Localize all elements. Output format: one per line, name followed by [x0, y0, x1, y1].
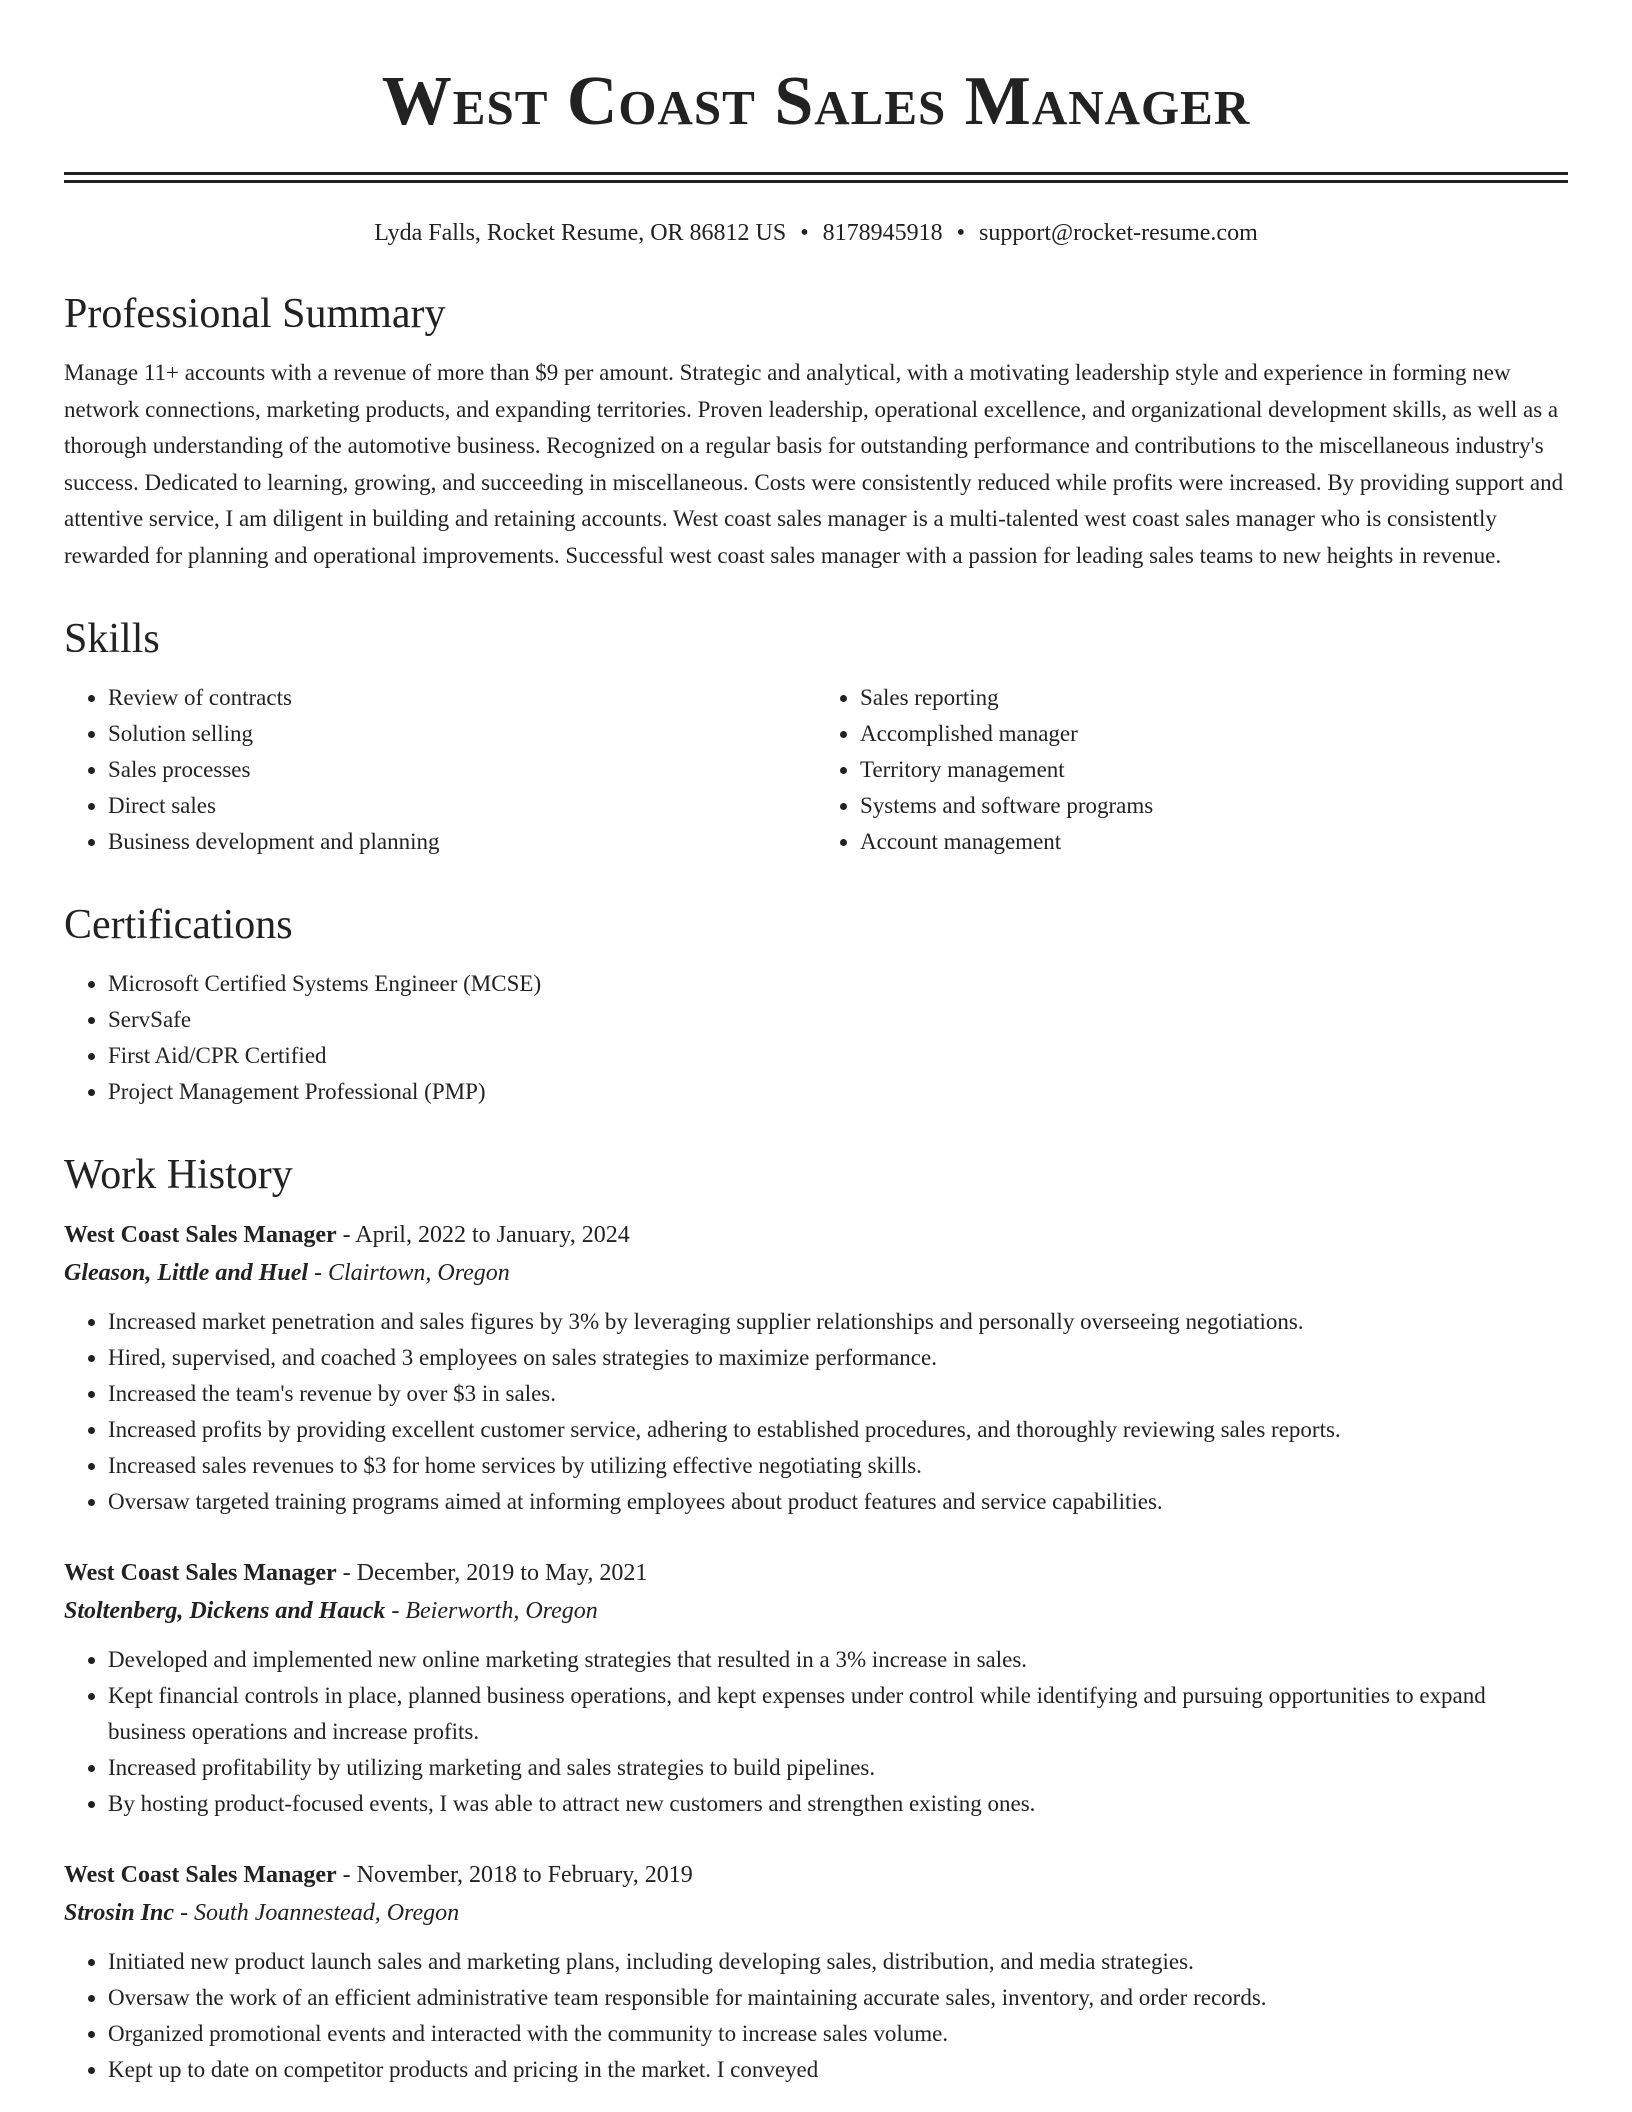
job-location: - Beierworth, Oregon	[385, 1598, 598, 1624]
summary-heading: Professional Summary	[64, 291, 446, 337]
summary-text: Manage 11+ accounts with a revenue of more than $9 per amount. Strategic and analytical, with a motivating leadership style and experience in forming new network connections, marketing products, and expanding territories. Proven leadership, operational excellence, and organizational development skills, as well as a thorough understanding of the automotive business. Recognized on a regular basis for outstanding performance and contributions to the miscellaneous industry's success. Dedicated to learning, growing, and succeeding in miscellaneous. Costs were consistently reduced while profits were increased. By providing support and attentive service, I am diligent in building and retaining accounts. West coast sales manager is a multi-talented west coast sales manager who is consistently rewarded for planning and operational improvements. Successful west coast sales manager with a passion for leading sales teams to new heights in revenue.	[64, 360, 1564, 568]
job-dates: - April, 2022 to January, 2024	[336, 1222, 630, 1248]
skill-item: • Review of contracts	[108, 680, 816, 716]
header-divider-top	[64, 172, 1568, 175]
job-entry	[64, 1216, 1568, 1520]
job-bullet: • Initiated new product launch sales and marketing plans, including developing sales, distribution, and media strategies.	[108, 1944, 1568, 1980]
job-dates: - December, 2019 to May, 2021	[336, 1560, 648, 1586]
job-title-line	[64, 1554, 1568, 1592]
contact-separator: •	[956, 220, 966, 246]
job-bullet: • Increased the team's revenue by over $3 in sales.	[108, 1376, 1568, 1412]
job-title: West Coast Sales Manager	[64, 1222, 337, 1248]
certification-item: • First Aid/CPR Certified	[108, 1038, 1568, 1074]
job-entry	[64, 1856, 1568, 2088]
job-location: - Clairtown, Oregon	[308, 1260, 510, 1286]
skill-item: • Sales processes	[108, 752, 816, 788]
job-bullet: • Kept financial controls in place, planned business operations, and kept expenses under control while identifying and pursuing opportunities to expand business operations and increase profits.	[108, 1678, 1568, 1750]
contact-line	[64, 217, 1568, 249]
certifications-heading: Certifications	[64, 902, 293, 948]
job-bullet: • Increased profitability by utilizing marketing and sales strategies to build pipelines.	[108, 1750, 1568, 1786]
job-bullets	[64, 1304, 1568, 1520]
skill-item: • Systems and software programs	[860, 788, 1568, 824]
header-divider-bottom	[64, 180, 1568, 183]
skill-item: • Account management	[860, 824, 1568, 860]
certification-item: • ServSafe	[108, 1002, 1568, 1038]
job-bullet: • Developed and implemented new online marketing strategies that resulted in a 3% increase in sales.	[108, 1642, 1568, 1678]
job-bullets	[64, 1642, 1568, 1822]
job-company: Gleason, Little and Huel	[64, 1260, 309, 1286]
certification-item: • Microsoft Certified Systems Engineer (MCSE)	[108, 966, 1568, 1002]
certification-item: • Project Management Professional (PMP)	[108, 1074, 1568, 1110]
job-title-line	[64, 1856, 1568, 1894]
job-dates: - November, 2018 to February, 2019	[336, 1862, 693, 1888]
job-entry	[64, 1554, 1568, 1822]
contact-email: support@rocket-resume.com	[979, 220, 1258, 246]
skills-heading: Skills	[64, 616, 160, 662]
job-bullet: • Organized promotional events and interacted with the community to increase sales volume.	[108, 2016, 1568, 2052]
job-company-line	[64, 1592, 1568, 1630]
certifications-list	[64, 966, 1568, 1110]
job-location: - South Joannestead, Oregon	[174, 1900, 460, 1926]
skill-item: • Direct sales	[108, 788, 816, 824]
job-company: Strosin Inc	[64, 1900, 175, 1926]
job-bullet: • Increased profits by providing excellent customer service, adhering to established procedures, and thoroughly reviewing sales reports.	[108, 1412, 1568, 1448]
job-bullet: • Increased market penetration and sales figures by 3% by leveraging supplier relationships and personally overseeing negotiations.	[108, 1304, 1568, 1340]
resume-title: West Coast Sales Manager	[381, 63, 1251, 140]
skills-column-right	[816, 680, 1568, 860]
job-title: West Coast Sales Manager	[64, 1862, 337, 1888]
job-title: West Coast Sales Manager	[64, 1560, 337, 1586]
job-bullet: • Oversaw targeted training programs aimed at informing employees about product features and service capabilities.	[108, 1484, 1568, 1520]
job-bullet: • By hosting product-focused events, I was able to attract new customers and strengthen existing ones.	[108, 1786, 1568, 1822]
job-bullet: • Kept up to date on competitor products and pricing in the market. I conveyed	[108, 2052, 1568, 2088]
job-company-line	[64, 1254, 1568, 1292]
skill-item: • Business development and planning	[108, 824, 816, 860]
job-title-line	[64, 1216, 1568, 1254]
skill-item: • Sales reporting	[860, 680, 1568, 716]
skills-list	[64, 680, 1568, 860]
job-bullets	[64, 1944, 1568, 2088]
contact-separator: •	[800, 220, 809, 246]
contact-address: Lyda Falls, Rocket Resume, OR 86812 US	[374, 220, 787, 246]
skill-item: • Accomplished manager	[860, 716, 1568, 752]
job-bullet: • Increased sales revenues to $3 for home services by utilizing effective negotiating skills.	[108, 1448, 1568, 1484]
skill-item: • Solution selling	[108, 716, 816, 752]
skills-column-left	[64, 680, 816, 860]
contact-phone: 8178945918	[822, 220, 943, 246]
job-bullet: • Oversaw the work of an efficient administrative team responsible for maintaining accurate sales, inventory, and order records.	[108, 1980, 1568, 2016]
job-company-line	[64, 1894, 1568, 1932]
job-bullet: • Hired, supervised, and coached 3 employees on sales strategies to maximize performance.	[108, 1340, 1568, 1376]
work-history-heading: Work History	[64, 1152, 293, 1198]
skill-item: • Territory management	[860, 752, 1568, 788]
job-company: Stoltenberg, Dickens and Hauck	[64, 1598, 386, 1624]
resume-page	[64, 0, 1568, 2088]
